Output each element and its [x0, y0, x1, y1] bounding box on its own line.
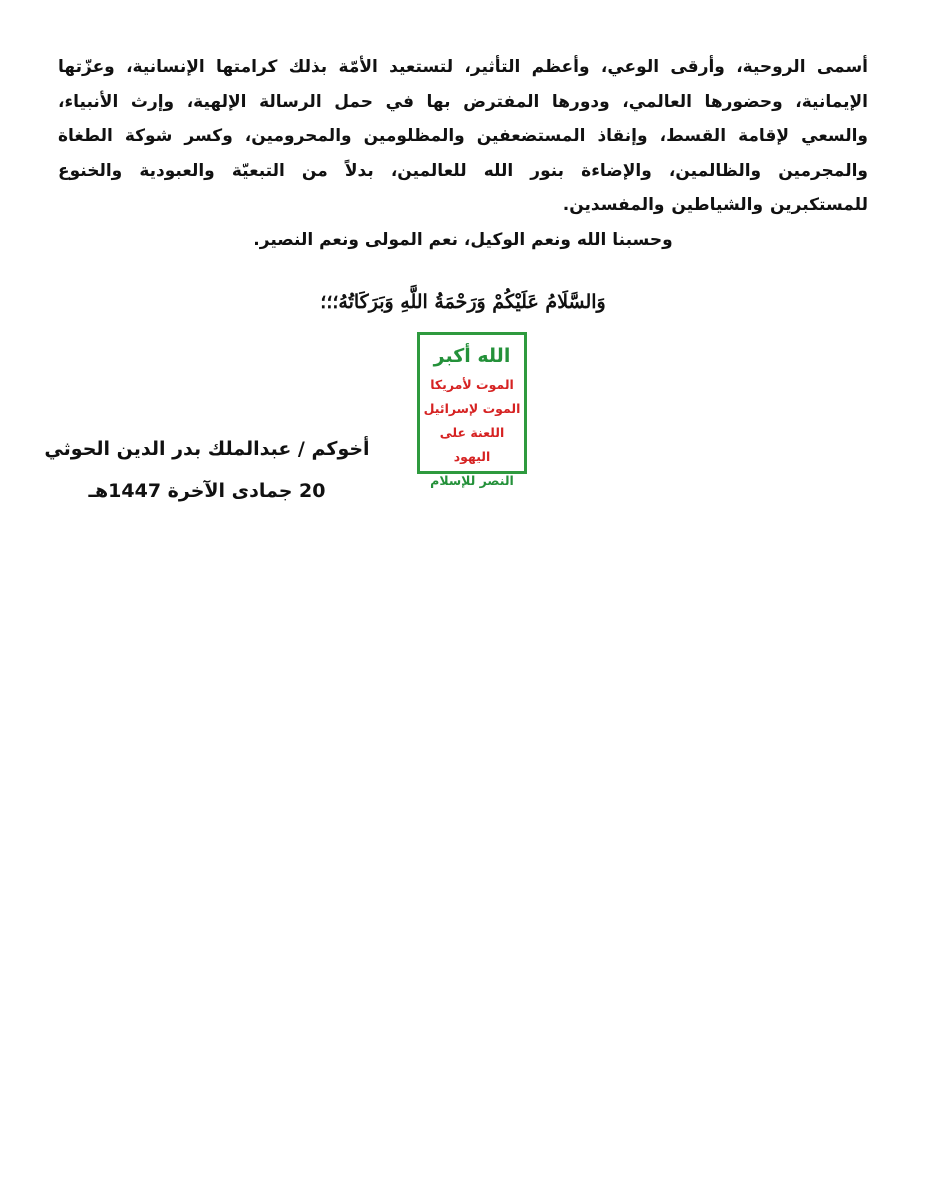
sender-name: أخوكم / عبدالملك بدر الدين الحوثي: [44, 438, 370, 460]
salam-line: وَالسَّلَامُ عَلَيْكُمْ وَرَحْمَةُ اللَّهِ وَبَرَكَاتُهُ؛؛؛: [320, 291, 606, 313]
body-line: والإضاءة بنور الله للعالمين، بدلاً من التبعيّة والعبودية والخنوع للمستكبرين والشياطين والمفسدين.: [58, 160, 868, 215]
slogan-emblem: [417, 332, 527, 488]
emblem-title: الله أكبر: [433, 345, 511, 367]
emblem-line: الموت لأمريكا: [430, 377, 514, 392]
body-line: أسمى الروحية، وأرقى الوعي، وأعظم التأثير، لتستعيد الأمّة بذلك كرامتها الإنسانية، وعزّتها الإيمانية،: [58, 57, 868, 112]
body-paragraph: [58, 50, 868, 223]
signature-block: [42, 430, 372, 510]
closing-line: وحسبنا الله ونعم الوكيل، نعم المولى ونعم النصير.: [253, 230, 673, 250]
body-line: القسط، وإنقاذ المستضعفين والمظلومين والمحرومين، وكسر شوكة الطغاة والمجرمين والظالمين،: [58, 126, 868, 181]
document-date: 20 جمادى الآخرة 1447هـ: [88, 480, 326, 502]
emblem-line: الموت لإسرائيل: [423, 401, 521, 416]
emblem-line: اللعنة على اليهود: [439, 425, 505, 464]
emblem-line: النصر للإسلام: [430, 473, 514, 488]
body-line: وحضورها العالمي، ودورها المفترض بها في حمل الرسالة الإلهية، وإرث الأنبياء، والسعي لإقامة: [58, 91, 868, 146]
